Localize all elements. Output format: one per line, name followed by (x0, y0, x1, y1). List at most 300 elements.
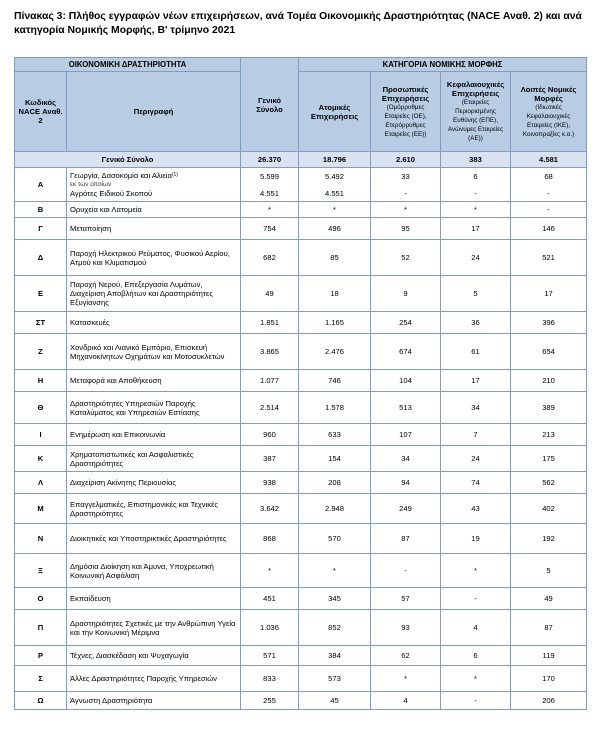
nace-code: Μ (37, 504, 44, 513)
individual-cell (299, 494, 371, 524)
header-other-sub: (Ιδιωτικές Κεφαλαιουχικές Εταιρείες (ΙΚΕ), Κοινοπραξίες κ.α.) (522, 103, 575, 138)
table-row (15, 392, 587, 424)
capital-value: 5 (473, 289, 478, 298)
nace-code: Π (37, 623, 44, 632)
total-cell (241, 472, 299, 494)
other-cell (511, 240, 587, 276)
nace-code: Δ (37, 253, 44, 262)
personal-cell (371, 334, 441, 370)
table-row (15, 218, 587, 240)
personal-cell (371, 218, 441, 240)
individual-value: * (333, 566, 336, 575)
personal-cell (371, 666, 441, 692)
total-value: 938 (263, 478, 276, 487)
individual-cell (299, 554, 371, 588)
other-cell (511, 392, 587, 424)
capital-cell: 383 (441, 152, 511, 168)
personal-value: 52 (401, 253, 410, 262)
table-row (15, 666, 587, 692)
total-cell (241, 646, 299, 666)
other-cell (511, 666, 587, 692)
description-text: Παροχή Νερού, Επεξεργασία Λυμάτων, Διαχείριση Αποβλήτων και Δραστηριότητες Εξυγίανσης (70, 280, 213, 307)
statistics-table (14, 57, 587, 710)
table-row (15, 524, 587, 554)
capital-value: 74 (471, 478, 480, 487)
total-value: 960 (263, 430, 276, 439)
capital-value: - (474, 696, 477, 705)
nace-code: Ω (37, 696, 44, 705)
individual-cell (299, 370, 371, 392)
personal-value: 513 (399, 403, 412, 412)
description-cell (67, 554, 241, 588)
other-cell (511, 524, 587, 554)
header-personal-title: Προσωπικές Επιχειρήσεις (381, 84, 430, 103)
description-cell (67, 646, 241, 666)
nace-code-cell (15, 334, 67, 370)
personal-value: 34 (401, 454, 410, 463)
personal-cell (371, 312, 441, 334)
total-cell (241, 554, 299, 588)
total-cell (241, 424, 299, 446)
total-cell (241, 666, 299, 692)
individual-cell (299, 312, 371, 334)
personal-cell (371, 276, 441, 312)
individual-cell (299, 240, 371, 276)
description-text: Χρηματοπιστωτικές και Ασφαλιστικές Δραστηριότητες (70, 449, 194, 468)
nace-code-cell (15, 610, 67, 646)
table-row (15, 312, 587, 334)
description-text: Δραστηριότητες Σχετικές με την Ανθρώπινη Υγεία και την Κοινωνική Μέριμνα (70, 618, 236, 637)
personal-value: * (404, 205, 407, 214)
other-cell (511, 646, 587, 666)
other-value: 49 (544, 594, 553, 603)
personal-cell (371, 610, 441, 646)
description-cell (67, 424, 241, 446)
nace-code-cell (15, 168, 67, 202)
personal-value: 93 (401, 623, 410, 632)
table-row (15, 202, 587, 218)
individual-cell (299, 692, 371, 710)
other-value: 654 (542, 347, 555, 356)
personal-cell (371, 424, 441, 446)
individual-value: 85 (330, 253, 339, 262)
other-cell (511, 370, 587, 392)
personal-value: 9 (403, 289, 408, 298)
capital-cell (441, 370, 511, 392)
total-cell (241, 168, 299, 202)
table-row (15, 588, 587, 610)
individual-value: 573 (328, 674, 341, 683)
total-cell (241, 218, 299, 240)
personal-value: 62 (401, 651, 410, 660)
total-value: 833 (263, 674, 276, 683)
personal-cell (371, 554, 441, 588)
capital-value: 6 (473, 171, 478, 181)
other-sub-value: - (547, 188, 550, 198)
nace-code-cell (15, 370, 67, 392)
description-cell (67, 666, 241, 692)
individual-cell (299, 588, 371, 610)
description-text: Δραστηριότητες Υπηρεσιών Παροχής Καταλύματος και Υπηρεσιών Εστίασης (70, 398, 200, 417)
capital-value: 34 (471, 403, 480, 412)
nace-code: Ζ (38, 347, 43, 356)
individual-value: 746 (328, 376, 341, 385)
personal-value: 4 (403, 696, 408, 705)
capital-cell (441, 494, 511, 524)
capital-cell (441, 554, 511, 588)
personal-value: - (404, 566, 407, 575)
other-cell (511, 692, 587, 710)
description-text: Μεταφορά και Αποθήκευση (70, 376, 162, 385)
individual-cell (299, 646, 371, 666)
personal-value: 674 (399, 347, 412, 356)
description-text: Γεωργία, Δασοκομία και Αλιεία (70, 171, 172, 180)
individual-value: 2.476 (325, 347, 345, 356)
table-row (15, 646, 587, 666)
other-value: 396 (542, 318, 555, 327)
personal-value: 94 (401, 478, 410, 487)
description-cell (67, 610, 241, 646)
table-row (15, 554, 587, 588)
other-cell: 4.581 (511, 152, 587, 168)
table-row (15, 692, 587, 710)
description-cell (67, 446, 241, 472)
capital-cell (441, 692, 511, 710)
nace-code-cell (15, 554, 67, 588)
other-cell (511, 494, 587, 524)
header-individual: Ατομικές Επιχειρήσεις (299, 72, 371, 152)
nace-code: ΣΤ (35, 318, 46, 327)
total-value: 451 (263, 594, 276, 603)
nace-code-cell (15, 276, 67, 312)
nace-code-cell (15, 692, 67, 710)
other-value: 119 (542, 651, 555, 660)
capital-cell (441, 276, 511, 312)
description-subcategory: Αγρότες Ειδικού Σκοπού (70, 189, 153, 198)
other-value: 206 (542, 696, 555, 705)
total-cell (241, 392, 299, 424)
personal-value: 95 (401, 224, 410, 233)
other-value: 175 (542, 454, 555, 463)
personal-cell (371, 524, 441, 554)
personal-cell (371, 392, 441, 424)
individual-value: 570 (328, 534, 341, 543)
capital-value: * (474, 205, 477, 214)
nace-code-cell (15, 588, 67, 610)
nace-code: Θ (37, 403, 44, 412)
nace-code: Β (37, 205, 44, 214)
table-row (15, 424, 587, 446)
header-other-title: Λοιπές Νομικές Μορφές (520, 84, 577, 103)
individual-value: 384 (328, 651, 341, 660)
capital-cell (441, 168, 511, 202)
description-text: Τέχνες, Διασκέδαση και Ψυχαγωγία (70, 651, 189, 660)
personal-cell (371, 202, 441, 218)
description-text: Άλλες Δραστηριότητες Παροχής Υπηρεσιών (70, 674, 217, 683)
nace-code-cell (15, 424, 67, 446)
capital-value: 6 (473, 651, 478, 660)
capital-cell (441, 646, 511, 666)
capital-value: * (474, 674, 477, 683)
total-value: 5.599 (260, 171, 280, 181)
other-value: 87 (544, 623, 553, 632)
description-text: Ορυχεία και Λατομεία (70, 205, 142, 214)
capital-cell (441, 312, 511, 334)
other-cell (511, 202, 587, 218)
total-cell (241, 276, 299, 312)
total-row (15, 152, 587, 168)
capital-value: 17 (471, 376, 480, 385)
nace-code-cell (15, 446, 67, 472)
other-value: 192 (542, 534, 555, 543)
individual-cell (299, 610, 371, 646)
description-cell (67, 524, 241, 554)
personal-value: 33 (401, 171, 410, 181)
description-text: Ενημέρωση και Επικοινωνία (70, 430, 166, 439)
description-cell (67, 392, 241, 424)
personal-cell (371, 370, 441, 392)
description-cell (67, 168, 241, 202)
individual-cell (299, 392, 371, 424)
individual-cell (299, 334, 371, 370)
total-cell (241, 610, 299, 646)
description-cell (67, 472, 241, 494)
nace-code: Ρ (37, 651, 44, 660)
total-cell (241, 588, 299, 610)
capital-value: 61 (471, 347, 480, 356)
total-label: Γενικό Σύνολο (15, 152, 241, 168)
header-capital (441, 72, 511, 152)
nace-code: Α (37, 180, 44, 189)
nace-code-cell (15, 392, 67, 424)
description-text: Διαχείριση Ακίνητης Περιουσίας (70, 478, 177, 487)
individual-cell (299, 424, 371, 446)
header-capital-title: Κεφαλαιουχικές Επιχειρήσεις (446, 80, 505, 98)
capital-cell (441, 392, 511, 424)
total-value: 682 (263, 253, 276, 262)
description-cell (67, 588, 241, 610)
total-cell: 26.370 (241, 152, 299, 168)
other-cell (511, 312, 587, 334)
table-row (15, 446, 587, 472)
total-value: 1.077 (260, 376, 280, 385)
other-value: 562 (542, 478, 555, 487)
group-header-activity: ΟΙΚΟΝΟΜΙΚΗ ΔΡΑΣΤΗΡΙΟΤΗΤΑ (15, 58, 241, 72)
other-cell (511, 334, 587, 370)
personal-cell (371, 646, 441, 666)
capital-cell (441, 424, 511, 446)
individual-value: 18 (330, 289, 339, 298)
table-row (15, 168, 587, 202)
other-cell (511, 588, 587, 610)
other-value: 170 (542, 674, 555, 683)
capital-cell (441, 218, 511, 240)
total-cell (241, 202, 299, 218)
header-other (511, 72, 587, 152)
description-cell (67, 334, 241, 370)
description-text: Παροχή Ηλεκτρικού Ρεύματος, Φυσικού Αερίου, Ατμού και Κλιματισμού (70, 248, 230, 267)
personal-cell (371, 168, 441, 202)
personal-cell (371, 472, 441, 494)
nace-code: Γ (38, 224, 43, 233)
other-cell (511, 472, 587, 494)
description-cell (67, 312, 241, 334)
description-cell (67, 218, 241, 240)
other-cell (511, 424, 587, 446)
table-row (15, 240, 587, 276)
table-row (15, 472, 587, 494)
total-value: * (268, 566, 271, 575)
total-sub-value: 4.551 (260, 188, 280, 198)
group-header-legal-form: ΚΑΤΗΓΟΡΙΑ ΝΟΜΙΚΗΣ ΜΟΡΦΗΣ (299, 58, 587, 72)
capital-value: 43 (471, 504, 480, 513)
nace-code: Κ (37, 454, 44, 463)
footnote-marker: (1) (171, 172, 178, 178)
header-personal-sub: (Ομόρρυθμες Εταιρείες (ΟΕ), Ετερόρρυθμες Εταιρείες (ΕΕ)) (384, 103, 427, 138)
capital-sub-value: - (474, 188, 477, 198)
description-text: Κατασκευές (70, 318, 110, 327)
other-value: 146 (542, 224, 555, 233)
individual-value: 208 (328, 478, 341, 487)
personal-cell (371, 692, 441, 710)
individual-cell (299, 666, 371, 692)
total-cell (241, 692, 299, 710)
capital-cell (441, 334, 511, 370)
capital-cell (441, 610, 511, 646)
table-title: Πίνακας 3: Πλήθος εγγραφών νέων επιχειρήσεων, ανά Τομέα Οικονομικής Δραστηριότητας (NACE Αναθ. 2) και ανά κατηγορία Νομικής Μορφής, Β' τρίμηνο 2021 (14, 11, 582, 36)
individual-cell (299, 202, 371, 218)
other-cell (511, 276, 587, 312)
individual-cell (299, 446, 371, 472)
nace-code-cell (15, 312, 67, 334)
description-text: Επαγγελματικές, Επιστημονικές και Τεχνικές Δραστηριότητες (70, 499, 219, 518)
total-value: 571 (263, 651, 276, 660)
description-subnote: εκ των οποίων (70, 181, 112, 188)
description-cell (67, 494, 241, 524)
description-cell (67, 202, 241, 218)
individual-value: 1.165 (325, 318, 345, 327)
other-value: 521 (542, 253, 555, 262)
personal-cell (371, 588, 441, 610)
capital-value: 7 (473, 430, 478, 439)
individual-value: 1.578 (325, 403, 345, 412)
other-value: - (547, 205, 550, 214)
capital-cell (441, 588, 511, 610)
nace-code-cell (15, 202, 67, 218)
other-value: 389 (542, 403, 555, 412)
nace-code-cell (15, 524, 67, 554)
description-text: Μεταποίηση (70, 224, 112, 233)
description-cell (67, 692, 241, 710)
other-value: 210 (542, 376, 555, 385)
total-cell (241, 312, 299, 334)
personal-cell: 2.610 (371, 152, 441, 168)
description-cell (67, 276, 241, 312)
other-cell (511, 610, 587, 646)
capital-cell (441, 240, 511, 276)
nace-code: Ο (37, 594, 44, 603)
nace-code-cell (15, 666, 67, 692)
description-text: Δημόσια Διοίκηση και Άμυνα, Υποχρεωτική Κοινωνική Ασφάλιση (70, 561, 214, 580)
capital-value: 19 (471, 534, 480, 543)
nace-code-cell (15, 472, 67, 494)
individual-value: 2.948 (325, 504, 345, 513)
total-value: 387 (263, 454, 276, 463)
capital-value: 4 (473, 623, 478, 632)
total-value: 255 (263, 696, 276, 705)
personal-value: 249 (399, 504, 412, 513)
individual-value: 345 (328, 594, 341, 603)
other-cell (511, 446, 587, 472)
table-row (15, 334, 587, 370)
individual-value: 45 (330, 696, 339, 705)
nace-code: Ν (37, 534, 44, 543)
nace-code: Η (37, 376, 44, 385)
personal-sub-value: - (404, 188, 407, 198)
nace-code-cell (15, 240, 67, 276)
individual-cell: 18.796 (299, 152, 371, 168)
total-value: 2.514 (260, 403, 280, 412)
capital-value: 17 (471, 224, 480, 233)
individual-value: 852 (328, 623, 341, 632)
other-value: 402 (542, 504, 555, 513)
total-cell (241, 334, 299, 370)
table-row (15, 370, 587, 392)
total-value: 1.851 (260, 318, 280, 327)
individual-value: 154 (328, 454, 341, 463)
individual-cell (299, 472, 371, 494)
capital-cell (441, 202, 511, 218)
table-row (15, 610, 587, 646)
total-value: 3.642 (260, 504, 280, 513)
total-value: * (268, 205, 271, 214)
total-value: 868 (263, 534, 276, 543)
description-text: Άγνωστη Δραστηριότητα (70, 696, 153, 705)
total-value: 49 (265, 289, 274, 298)
table-row (15, 276, 587, 312)
personal-value: 57 (401, 594, 410, 603)
other-value: 213 (542, 430, 555, 439)
nace-code: Ε (37, 289, 44, 298)
nace-code: Λ (37, 478, 44, 487)
header-capital-sub: (Εταιρείες Περιορισμένης Ευθύνης (ΕΠΕ), Ανώνυμες Εταιρείες (ΑΕ)) (447, 99, 504, 142)
total-value: 3.865 (260, 347, 280, 356)
individual-sub-value: 4.551 (325, 188, 345, 198)
nace-code-cell (15, 494, 67, 524)
capital-value: * (474, 566, 477, 575)
description-cell (67, 370, 241, 392)
other-value: 68 (544, 171, 553, 181)
individual-value: 633 (328, 430, 341, 439)
capital-cell (441, 524, 511, 554)
capital-value: 36 (471, 318, 480, 327)
personal-cell (371, 446, 441, 472)
other-cell (511, 168, 587, 202)
other-cell (511, 554, 587, 588)
individual-cell (299, 276, 371, 312)
individual-value: 5.492 (325, 171, 345, 181)
table-row (15, 494, 587, 524)
personal-value: * (404, 674, 407, 683)
total-value: 754 (263, 224, 276, 233)
total-value: 1.036 (260, 623, 280, 632)
personal-value: 87 (401, 534, 410, 543)
other-cell (511, 218, 587, 240)
header-code: Κωδικός NACE Αναθ. 2 (15, 72, 67, 152)
total-cell (241, 494, 299, 524)
capital-cell (441, 666, 511, 692)
individual-value: * (333, 205, 336, 214)
